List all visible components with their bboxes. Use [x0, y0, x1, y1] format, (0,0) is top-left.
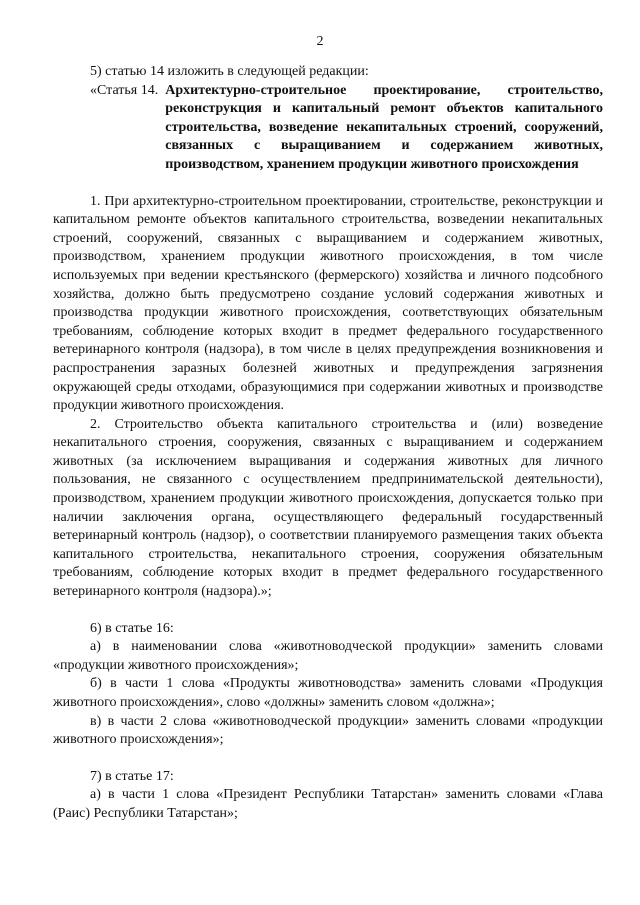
item6-b: б) в части 1 слова «Продукты животноводства» заменить словами «Продукция животного происхождения», слово «должны» заменить словом «должна»; — [53, 676, 603, 710]
spacer — [53, 175, 603, 193]
article-label: «Статья 14. — [90, 82, 159, 98]
page-number: 2 — [316, 34, 324, 49]
item6-a: а) в наименовании слова «животноводческой продукции» заменить словами «продукции животного происхождения»; — [53, 639, 603, 673]
article-para-2: 2. Строительство объекта капитального строительства и (или) возведение некапитального строения, сооружения, связанных с выращиванием и содержанием животных (за исключением выращивания и содержания животных для личного пользования, не связанного с осуществлением предпринимательской деятельности), производством, хранением продукции животного происхождения, допускается только при наличии заключения органа, осуществляющего федеральный государственный ветеринарный контроль (надзор), о соответствии планируемого размещения таких объекта капитального строительства, некапитального строения, сооружения обязательным требованиям, соблюдение которых входит в предмет федерального государственного ветеринарного контроля (надзора).»; — [53, 416, 603, 600]
article-heading — [90, 82, 603, 175]
item7-a: а) в части 1 слова «Президент Республики Татарстан» заменить словами «Глава (Раис) Республики Татарстан»; — [53, 787, 603, 821]
item7-intro: 7) в статье 17: — [90, 768, 174, 784]
article-para-1: 1. При архитектурно-строительном проектировании, строительстве, реконструкции и капитальном ремонте объектов капитального строительства, возведении некапитальных строений, сооружений, связанных с выращиванием и содержанием животных, производством, хранением продукции животного происхождения, в том числе используемых при ведении крестьянского (фермерского) хозяйства и личного подсобного хозяйства, должно быть предусмотрено создание условий содержания животных и производства продукции животного происхождения, соответствующих обязательным требованиям, соблюдение которых входит в предмет федерального государственного ветеринарного контроля (надзора), в том числе в целях предупреждения возникновения и распространения заразных болезней животных и предупреждения загрязнения окружающей среды отходами, образующимися при содержании животных и производстве продукции животного происхождения. — [53, 193, 603, 414]
article-title: Архитектурно-строительное проектирование, строительство, реконструкция и капитальный ремонт объектов капитального строительства, возведение некапитальных строений, сооружений, связанных с выращиванием и содержанием животных, производством, хранением продукции животного происхождения — [165, 82, 603, 172]
item5-intro: 5) статью 14 изложить в следующей редакции: — [90, 64, 369, 79]
item6-intro: 6) в статье 16: — [90, 620, 174, 636]
item6-c: в) в части 2 слова «животноводческой продукции» заменить словами «продукции животного происхождения»; — [53, 713, 603, 748]
spacer — [53, 602, 603, 620]
document-body — [53, 63, 603, 824]
spacer — [53, 750, 603, 768]
